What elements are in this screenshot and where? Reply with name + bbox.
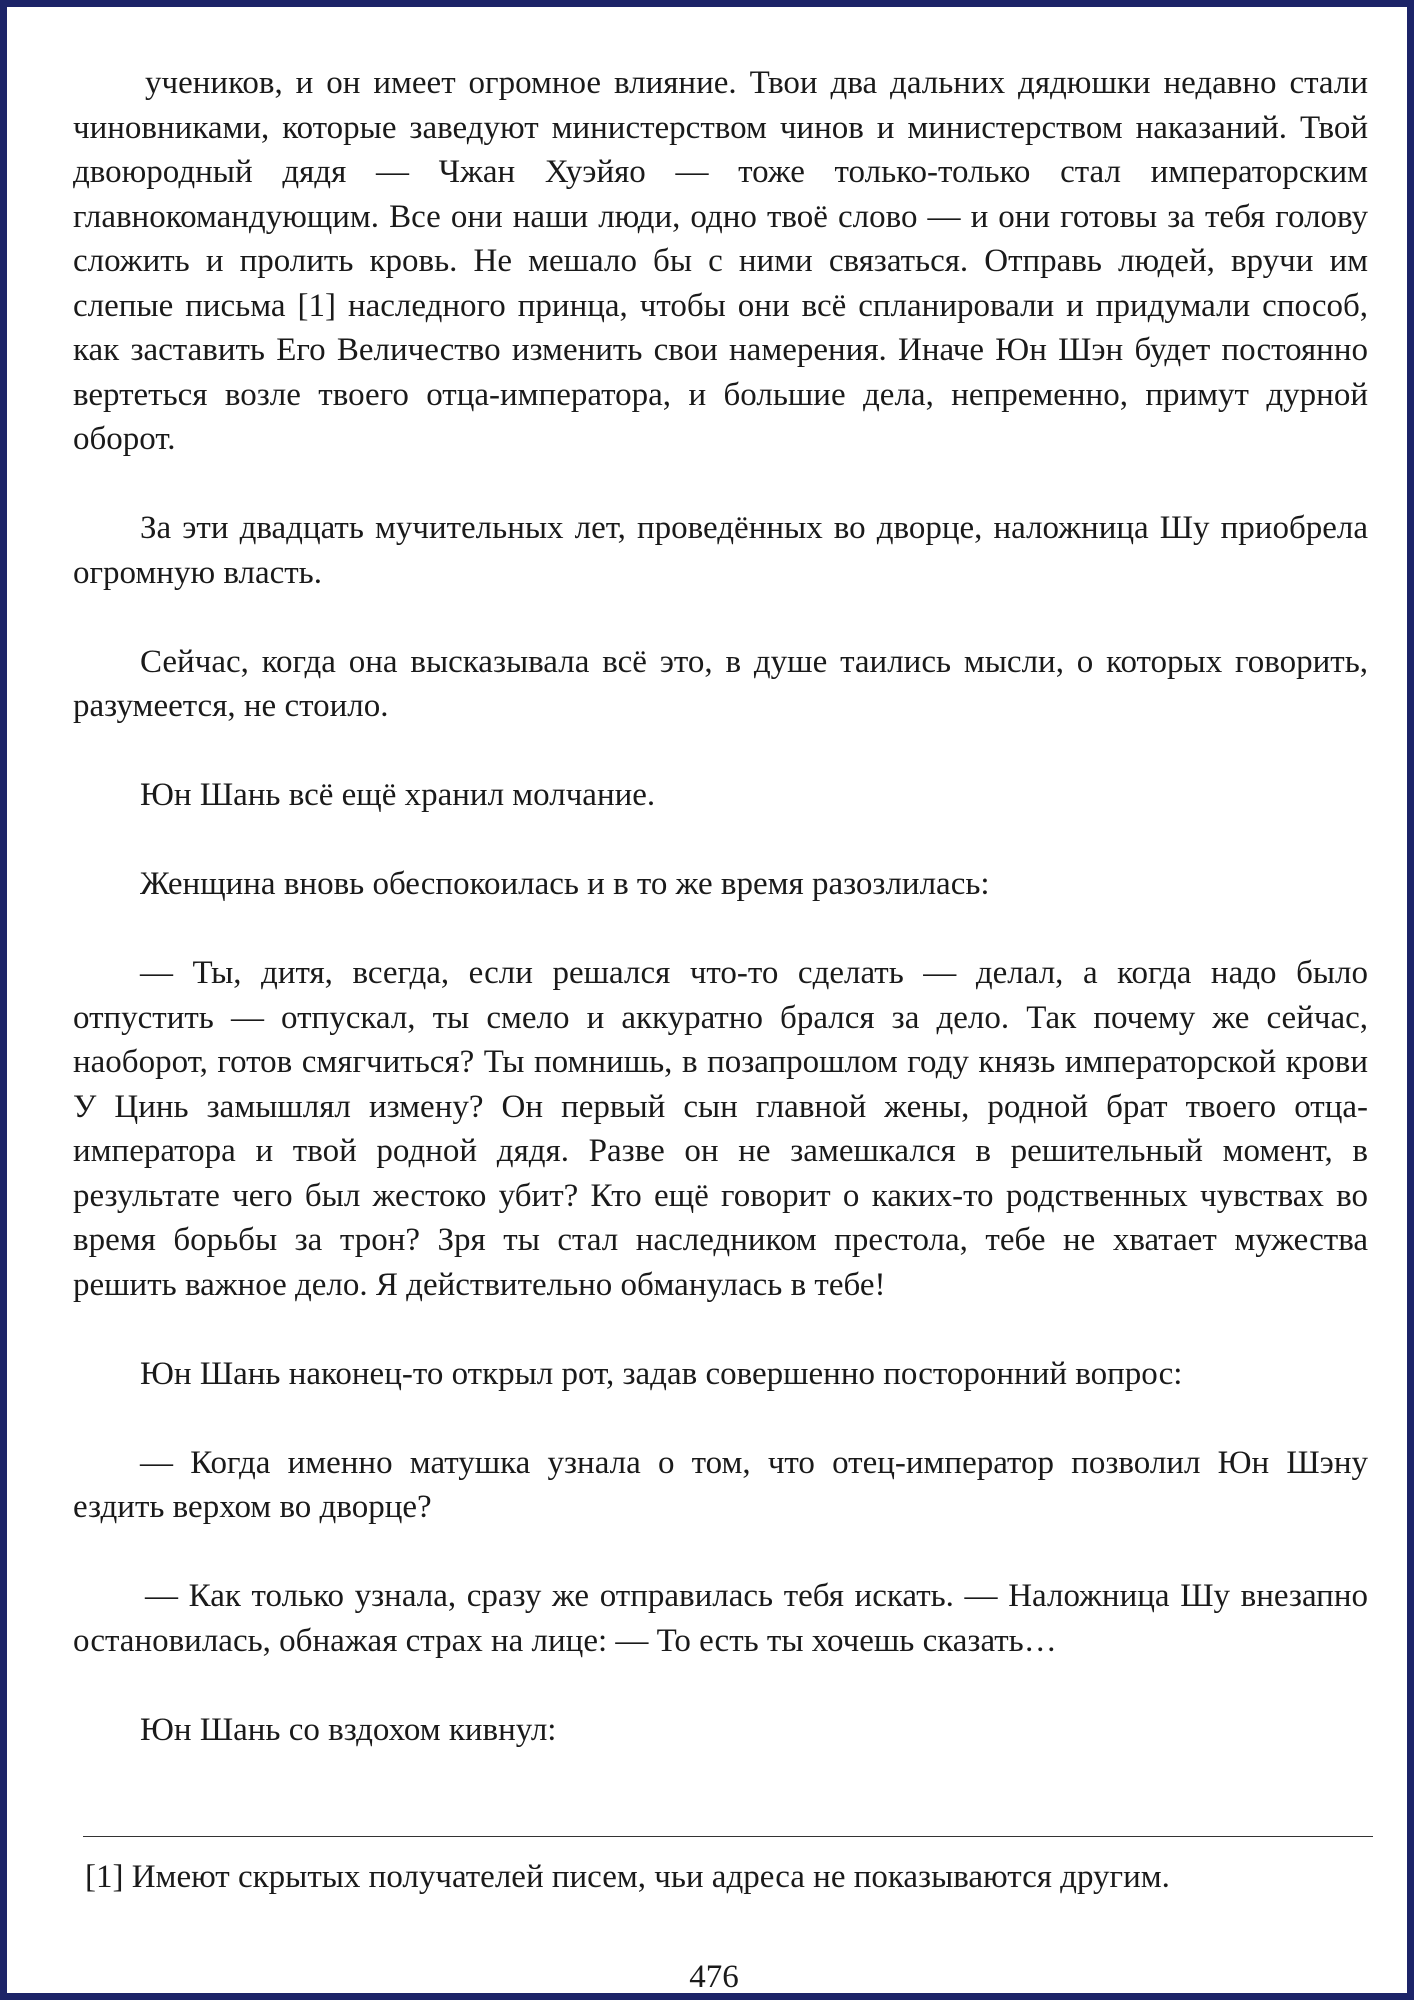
- text-body: [73, 61, 1368, 1752]
- paragraph-1: учеников, и он имеет огромное влияние. Твои два дальних дядюшки недавно стали чиновниками, которые заведуют министерством чинов и министерством наказаний. Твой двоюродный дядя — Чжан Хуэйяо — тоже только-только стал императорским главнокомандующим. Все они наши люди, одно твоё слово — и они готовы за тебя голову сложить и пролить кровь. Не мешало бы с ними связаться. Отправь людей, вручи им слепые письма [1] наследного принца, чтобы они всё спланировали и придумали способ, как заставить Его Величество изменить свои намерения. Иначе Юн Шэн будет постоянно вертеться возле твоего отца-императора, и большие дела, непременно, примут дурной оборот.: [73, 65, 1368, 457]
- paragraph-3: Сейчас, когда она высказывала всё это, в душе таились мысли, о которых говорить, разумеется, не стоило.: [73, 643, 1368, 724]
- paragraph-4: Юн Шань всё ещё хранил молчание.: [140, 777, 656, 813]
- paragraph-9: — Как только узнала, сразу же отправилась тебя искать. — Наложница Шу внезапно остановилась, обнажая страх на лице: — То есть ты хочешь сказать…: [73, 1578, 1368, 1659]
- footnote: [1] Имеют скрытых получателей писем, чьи адреса не показываются другим.: [85, 1859, 1170, 1895]
- paragraph-2: За эти двадцать мучительных лет, проведённых во дворце, наложница Шу приобрела огромную власть.: [73, 510, 1368, 591]
- footnote-divider: [83, 1836, 1373, 1837]
- paragraph-8: — Когда именно матушка узнала о том, что отец-император позволил Юн Шэну ездить верхом во дворце?: [73, 1444, 1368, 1525]
- paragraph-6: — Ты, дитя, всегда, если решался что-то сделать — делал, а когда надо было отпустить — отпускал, ты смело и аккуратно брался за дело. Так почему же сейчас, наоборот, готов смягчиться? Ты помнишь, в позапрошлом году князь императорской крови У Цинь замышлял измену? Он первый сын главной жены, родной брат твоего отца-императора и твой родной дядя. Разве он не замешкался в решительный момент, в результате чего был жестоко убит? Кто ещё говорит о каких-то родственных чувствах во время борьбы за трон? Зря ты стал наследником престола, тебе не хватает мужества решить важное дело. Я действительно обманулась в тебе!: [73, 955, 1368, 1303]
- paragraph-10: Юн Шань со вздохом кивнул:: [140, 1711, 557, 1748]
- paragraph-7: Юн Шань наконец-то открыл рот, задав совершенно посторонний вопрос:: [140, 1355, 1183, 1392]
- page-number: 476: [689, 1959, 739, 1995]
- paragraph-5: Женщина вновь обеспокоилась и в то же время разозлилась:: [140, 866, 990, 902]
